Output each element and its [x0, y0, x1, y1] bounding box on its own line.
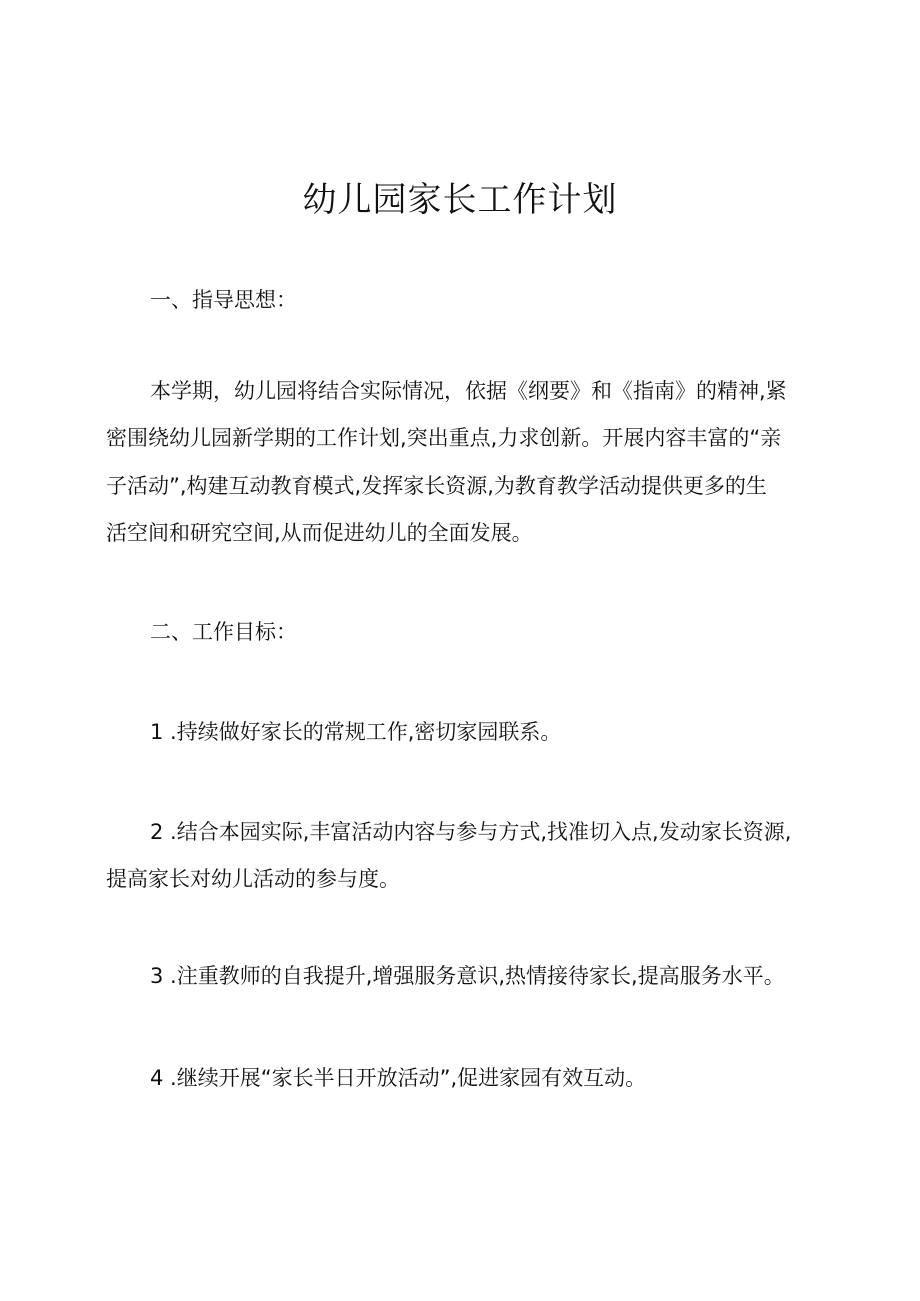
paragraph-line: 子活动”,构建互动教育模式,发挥家长资源,为教育教学活动提供更多的生: [106, 474, 767, 498]
paragraph-line: 本学期，幼儿园将结合实际情况，依据《纲要》和《指南》的精神,紧: [150, 379, 787, 403]
goal-item-4: 4 .继续开展“家长半日开放活动”,促进家园有效互动。: [150, 1066, 647, 1090]
goal-item-2: 2 .结合本园实际,丰富活动内容与参与方式,找准切入点,发动家长资源,: [150, 820, 792, 844]
section-heading-guiding-ideology: 一、指导思想：: [150, 288, 297, 312]
goal-item-3: 3 .注重教师的自我提升,增强服务意识,热情接待家长,提高服务水平。: [150, 964, 785, 988]
goal-item-1: 1 .持续做好家长的常规工作,密切家园联系。: [150, 720, 562, 744]
section-heading-work-goals: 二、工作目标：: [150, 620, 297, 644]
goal-item-2-continued: 提高家长对幼儿活动的参与度。: [106, 867, 400, 891]
document-title: 幼儿园家长工作计划: [302, 180, 618, 220]
paragraph-line: 活空间和研究空间,从而促进幼儿的全面发展。: [106, 521, 533, 545]
paragraph-line: 密围绕幼儿园新学期的工作计划,突出重点,力求创新。开展内容丰富的“亲: [106, 426, 782, 450]
